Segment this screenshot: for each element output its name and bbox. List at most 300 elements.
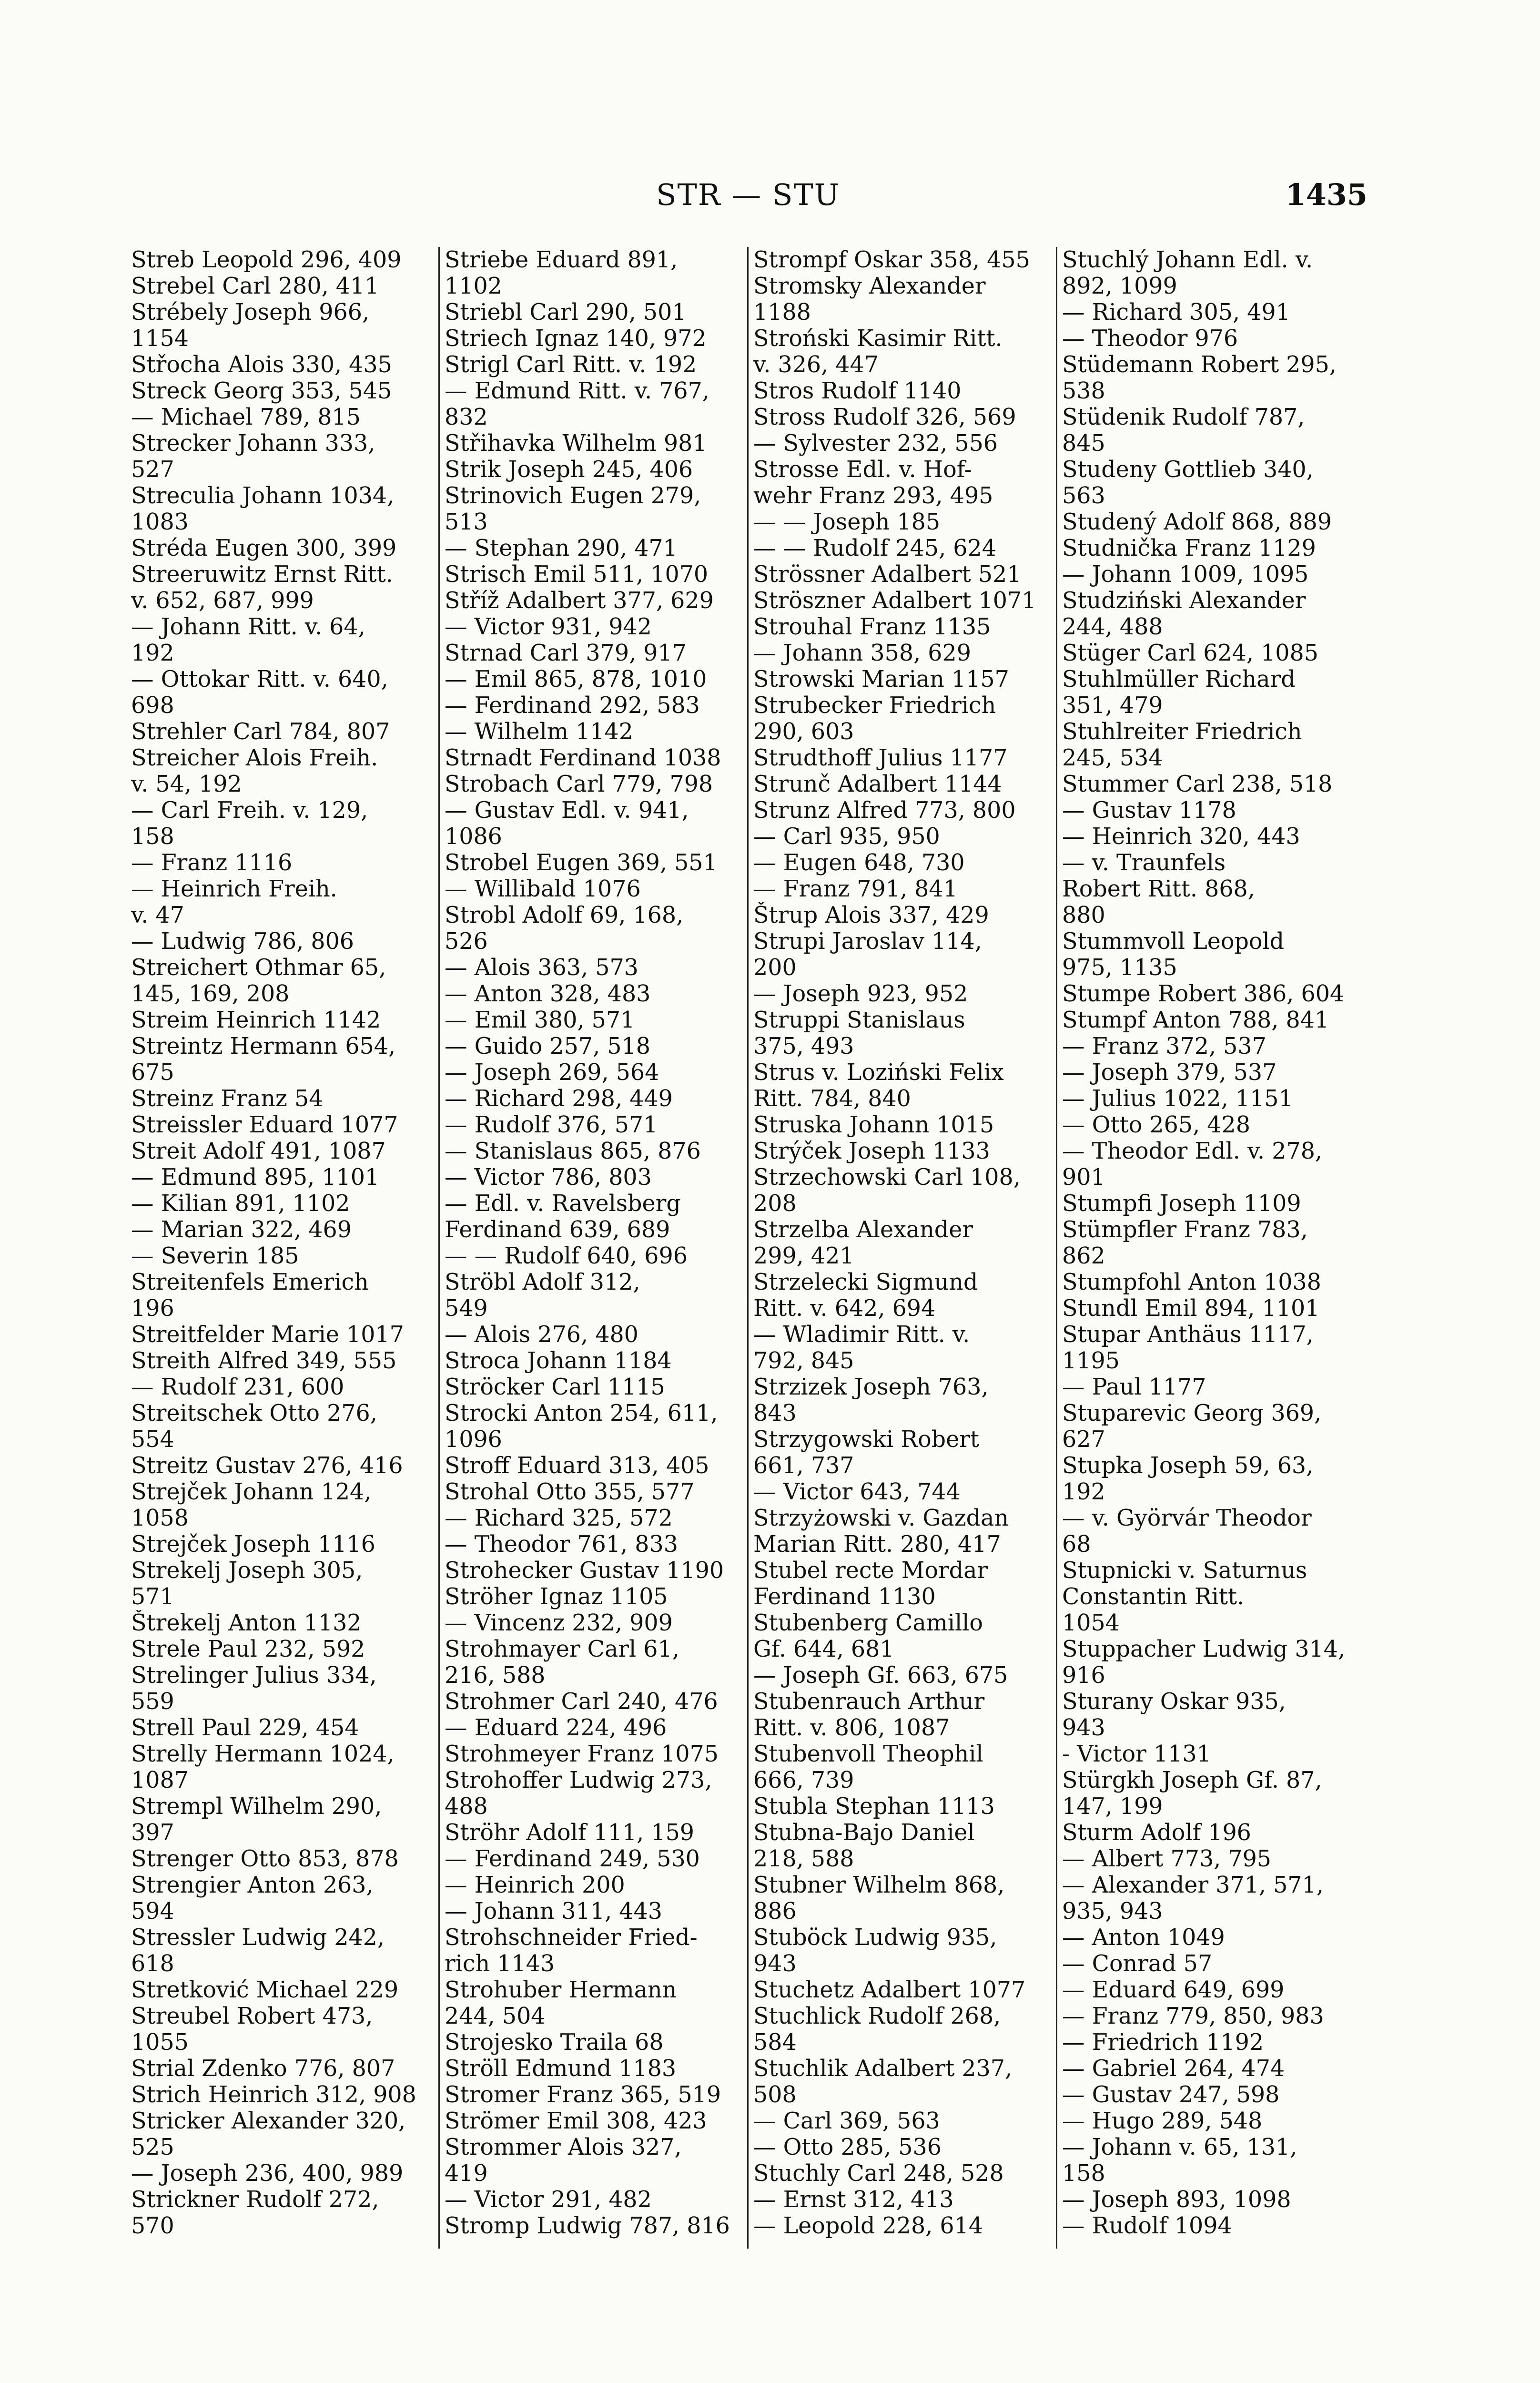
index-line: 525: [131, 2134, 174, 2160]
index-line: — Hugo 289, 548: [1062, 2108, 1263, 2134]
index-line: Stubna-Bajo Daniel: [753, 1820, 975, 1846]
index-line: Strosse Edl. v. Hof-: [753, 457, 972, 483]
index-line: — Anton 328, 483: [445, 981, 651, 1007]
index-line: — Ferdinand 292, 583: [445, 692, 700, 719]
index-line: Strébely Joseph 966,: [131, 299, 370, 326]
index-line: Strial Zdenko 776, 807: [131, 2056, 395, 2082]
index-line: Strzelba Alexander: [753, 1217, 973, 1243]
index-line: Stupka Joseph 59, 63,: [1062, 1453, 1314, 1479]
index-line: 943: [753, 1951, 797, 1977]
index-line: 935, 943: [1062, 1898, 1163, 1925]
index-line: v. 47: [131, 902, 184, 928]
index-line: — — Rudolf 640, 696: [445, 1243, 688, 1269]
index-line: — Willibald 1076: [445, 876, 641, 902]
index-line: v. 326, 447: [753, 352, 879, 378]
index-line: Stuhlreiter Friedrich: [1062, 719, 1302, 745]
index-line: 843: [753, 1400, 797, 1426]
index-line: Strohmeyer Franz 1075: [445, 1741, 719, 1767]
index-line: Studený Adolf 868, 889: [1062, 509, 1332, 535]
index-line: Strohecker Gustav 1190: [445, 1558, 724, 1584]
index-line: — v. Györvár Theodor: [1062, 1505, 1312, 1531]
index-line: 527: [131, 457, 174, 483]
index-line: — Gustav 247, 598: [1062, 2082, 1280, 2108]
index-line: Streitschek Otto 276,: [131, 1400, 377, 1426]
index-line: 513: [445, 509, 488, 535]
index-line: — Rudolf 1094: [1062, 2213, 1232, 2239]
index-line: 245, 534: [1062, 745, 1163, 771]
index-line: 145, 169, 208: [131, 981, 290, 1007]
index-line: Ströcker Carl 1115: [445, 1374, 665, 1400]
index-line: Strehler Carl 784, 807: [131, 719, 390, 745]
index-line: 299, 421: [753, 1243, 854, 1269]
index-line: 563: [1062, 483, 1105, 509]
index-line: Streculia Johann 1034,: [131, 483, 395, 509]
index-line: Gf. 644, 681: [753, 1636, 894, 1662]
index-line: Strýček Joseph 1133: [753, 1138, 990, 1164]
index-line: 943: [1062, 1715, 1105, 1741]
index-line: Strus v. Loziński Felix: [753, 1059, 1004, 1086]
index-line: 845: [1062, 430, 1105, 457]
column-1: [131, 247, 440, 2249]
index-line: Strempl Wilhelm 290,: [131, 1793, 382, 1820]
index-line: Streb Leopold 296, 409: [131, 247, 402, 273]
index-line: — Severin 185: [131, 1243, 299, 1269]
index-line: — Franz 779, 850, 983: [1062, 2003, 1324, 2029]
index-line: — Theodor 976: [1062, 326, 1238, 352]
index-line: Stundl Emil 894, 1101: [1062, 1295, 1320, 1322]
index-line: — Eduard 649, 699: [1062, 1977, 1285, 2003]
index-line: — Johann 358, 629: [753, 640, 971, 666]
index-line: 554: [131, 1426, 174, 1453]
index-line: Strohmayer Carl 61,: [445, 1636, 679, 1662]
index-line: Strzygowski Robert: [753, 1426, 979, 1453]
index-line: — Victor 291, 482: [445, 2187, 652, 2213]
column-2: [440, 247, 749, 2249]
index-line: Strudthoff Julius 1177: [753, 745, 1008, 771]
index-line: — Ferdinand 249, 530: [445, 1846, 700, 1872]
index-line: — Alexander 371, 571,: [1062, 1872, 1324, 1898]
index-line: Strömer Emil 308, 423: [445, 2108, 707, 2134]
index-line: 792, 845: [753, 1348, 854, 1374]
index-line: — Stephan 290, 471: [445, 535, 678, 561]
index-line: Streith Alfred 349, 555: [131, 1348, 397, 1374]
index-line: Strecker Johann 333,: [131, 430, 375, 457]
index-line: Stuböck Ludwig 935,: [753, 1925, 997, 1951]
index-line: Stüdemann Robert 295,: [1062, 352, 1337, 378]
index-line: — Vincenz 232, 909: [445, 1610, 673, 1636]
index-line: 526: [445, 928, 488, 955]
index-line: — Joseph 923, 952: [753, 981, 968, 1007]
index-line: Stümpfler Franz 783,: [1062, 1217, 1308, 1243]
index-line: Strigl Carl Ritt. v. 192: [445, 352, 697, 378]
index-line: — Ottokar Ritt. v. 640,: [131, 666, 388, 692]
index-line: Stroca Johann 1184: [445, 1348, 672, 1374]
index-line: 1188: [753, 299, 811, 326]
index-line: 627: [1062, 1426, 1105, 1453]
index-line: Strele Paul 232, 592: [131, 1636, 365, 1662]
index-line: Ströhr Adolf 111, 159: [445, 1820, 695, 1846]
index-line: Streicher Alois Freih.: [131, 745, 378, 771]
index-line: Stříž Adalbert 377, 629: [445, 588, 714, 614]
index-line: Ritt. 784, 840: [753, 1086, 911, 1112]
index-line: — — Joseph 185: [753, 509, 941, 535]
index-line: — Wilhelm 1142: [445, 719, 633, 745]
index-line: Strobel Eugen 369, 551: [445, 850, 718, 876]
index-line: Ströszner Adalbert 1071: [753, 588, 1036, 614]
index-line: Střocha Alois 330, 435: [131, 352, 392, 378]
index-line: Stumpfohl Anton 1038: [1062, 1269, 1321, 1295]
index-line: Stumpfi Joseph 1109: [1062, 1191, 1301, 1217]
index-line: — Rudolf 231, 600: [131, 1374, 344, 1400]
index-line: 1055: [131, 2029, 189, 2056]
index-line: Streitenfels Emerich: [131, 1269, 369, 1295]
index-line: 549: [445, 1295, 488, 1322]
index-line: Strohmer Carl 240, 476: [445, 1689, 718, 1715]
index-line: 675: [131, 1059, 174, 1086]
index-line: wehr Franz 293, 495: [753, 483, 993, 509]
index-line: Stumpf Anton 788, 841: [1062, 1007, 1329, 1033]
index-line: — Johann v. 65, 131,: [1062, 2134, 1297, 2160]
index-line: 1083: [131, 509, 189, 535]
index-line: — Gustav Edl. v. 941,: [445, 797, 689, 824]
index-line: Studnička Franz 1129: [1062, 535, 1316, 561]
index-line: — Theodor Edl. v. 278,: [1062, 1138, 1323, 1164]
index-line: — Johann 311, 443: [445, 1898, 662, 1925]
index-line: — Eugen 648, 730: [753, 850, 965, 876]
index-line: Studeny Gottlieb 340,: [1062, 457, 1314, 483]
index-line: 698: [131, 692, 174, 719]
index-line: Štrup Alois 337, 429: [753, 902, 989, 928]
index-line: 351, 479: [1062, 692, 1163, 719]
index-line: 216, 588: [445, 1662, 546, 1689]
index-line: — Richard 298, 449: [445, 1086, 673, 1112]
index-line: — Emil 865, 878, 1010: [445, 666, 707, 692]
index-line: Constantin Ritt.: [1062, 1584, 1245, 1610]
index-line: 862: [1062, 1243, 1105, 1269]
index-line: Ritt. v. 806, 1087: [753, 1715, 950, 1741]
index-line: Strisch Emil 511, 1070: [445, 561, 709, 588]
index-line: Strubecker Friedrich: [753, 692, 996, 719]
index-line: Strouhal Franz 1135: [753, 614, 991, 640]
index-line: — Michael 789, 815: [131, 404, 361, 430]
index-line: Stromp Ludwig 787, 816: [445, 2213, 730, 2239]
index-line: 901: [1062, 1164, 1105, 1191]
index-line: Stromer Franz 365, 519: [445, 2082, 721, 2108]
index-line: Stubla Stephan 1113: [753, 1793, 995, 1820]
index-line: 975, 1135: [1062, 955, 1177, 981]
index-line: 832: [445, 404, 488, 430]
index-line: — Alois 276, 480: [445, 1322, 638, 1348]
index-line: Stuchly Carl 248, 528: [753, 2160, 1004, 2187]
index-line: Ströbl Adolf 312,: [445, 1269, 640, 1295]
index-line: Streinz Franz 54: [131, 1086, 324, 1112]
index-line: 594: [131, 1898, 174, 1925]
index-line: — Rudolf 376, 571: [445, 1112, 658, 1138]
index-line: Stubel recte Mordar: [753, 1558, 988, 1584]
index-line: — Edmund Ritt. v. 767,: [445, 378, 709, 404]
index-line: Stupar Anthäus 1117,: [1062, 1322, 1314, 1348]
index-line: 1058: [131, 1505, 189, 1531]
index-line: Streitz Gustav 276, 416: [131, 1453, 403, 1479]
page-number: 1435: [1285, 177, 1368, 212]
index-line: 1054: [1062, 1610, 1120, 1636]
index-line: 666, 739: [753, 1767, 854, 1793]
index-line: — Edl. v. Ravelsberg: [445, 1191, 681, 1217]
index-line: — Conrad 57: [1062, 1951, 1213, 1977]
index-line: Strelinger Julius 334,: [131, 1662, 377, 1689]
index-line: Streit Adolf 491, 1087: [131, 1138, 386, 1164]
index-line: — Franz 791, 841: [753, 876, 958, 902]
index-line: Strojesko Traila 68: [445, 2029, 664, 2056]
index-line: Strunz Alfred 773, 800: [753, 797, 1016, 824]
index-line: Striebl Carl 290, 501: [445, 299, 687, 326]
index-line: 880: [1062, 902, 1105, 928]
index-line: 147, 199: [1062, 1793, 1163, 1820]
column-4: [1057, 247, 1366, 2249]
index-line: Stummer Carl 238, 518: [1062, 771, 1333, 797]
index-line: Stürgkh Joseph Gf. 87,: [1062, 1767, 1322, 1793]
index-line: 559: [131, 1689, 174, 1715]
index-line: Strobl Adolf 69, 168,: [445, 902, 684, 928]
index-line: — Carl 935, 950: [753, 824, 940, 850]
index-line: Stubenvoll Theophil: [753, 1741, 983, 1767]
index-line: 244, 504: [445, 2003, 546, 2029]
index-line: — Victor 643, 744: [753, 1479, 961, 1505]
index-line: Ströher Ignaz 1105: [445, 1584, 668, 1610]
page-header: [129, 177, 1368, 215]
index-line: Stubner Wilhelm 868,: [753, 1872, 1005, 1898]
index-line: — Stanislaus 865, 876: [445, 1138, 701, 1164]
index-line: Streck Georg 353, 545: [131, 378, 392, 404]
index-line: — Richard 325, 572: [445, 1505, 673, 1531]
index-line: Streissler Eduard 1077: [131, 1112, 398, 1138]
index-line: Strobach Carl 779, 798: [445, 771, 713, 797]
index-line: — Victor 931, 942: [445, 614, 652, 640]
index-line: Struska Johann 1015: [753, 1112, 994, 1138]
index-line: Stupnicki v. Saturnus: [1062, 1558, 1307, 1584]
index-line: Strupi Jaroslav 114,: [753, 928, 982, 955]
index-line: Strejček Joseph 1116: [131, 1531, 375, 1558]
index-line: Stréda Eugen 300, 399: [131, 535, 397, 561]
index-line: Stüdenik Rudolf 787,: [1062, 404, 1305, 430]
index-line: — Albert 773, 795: [1062, 1846, 1272, 1872]
index-line: Strengier Anton 263,: [131, 1872, 374, 1898]
index-line: — Edmund 895, 1101: [131, 1164, 380, 1191]
index-line: — Leopold 228, 614: [753, 2213, 983, 2239]
index-line: Stuchlik Adalbert 237,: [753, 2056, 1013, 2082]
index-line: 192: [1062, 1479, 1105, 1505]
index-line: — Guido 257, 518: [445, 1033, 650, 1059]
index-line: Strenger Otto 853, 878: [131, 1846, 399, 1872]
index-line: Marian Ritt. 280, 417: [753, 1531, 1001, 1558]
index-line: Strzizek Joseph 763,: [753, 1374, 989, 1400]
index-line: — Heinrich 200: [445, 1872, 625, 1898]
index-line: Studziński Alexander: [1062, 588, 1306, 614]
index-line: 538: [1062, 378, 1105, 404]
index-line: Stuchetz Adalbert 1077: [753, 1977, 1026, 2003]
index-line: Strohal Otto 355, 577: [445, 1479, 695, 1505]
index-line: — Otto 285, 536: [753, 2134, 942, 2160]
column-3: [749, 247, 1057, 2249]
index-line: Sturm Adolf 196: [1062, 1820, 1251, 1846]
index-line: — Johann Ritt. v. 64,: [131, 614, 365, 640]
index-line: Stubenberg Camillo: [753, 1610, 983, 1636]
index-line: — Theodor 761, 833: [445, 1531, 678, 1558]
index-line: — Joseph 893, 1098: [1062, 2187, 1291, 2213]
index-line: 618: [131, 1951, 174, 1977]
index-line: 397: [131, 1820, 174, 1846]
index-line: 661, 737: [753, 1453, 854, 1479]
index-line: Strompf Oskar 358, 455: [753, 247, 1030, 273]
index-line: Strzelecki Sigmund: [753, 1269, 978, 1295]
index-line: — Gustav 1178: [1062, 797, 1236, 824]
index-columns: [131, 247, 1367, 2249]
index-line: — Heinrich 320, 443: [1062, 824, 1300, 850]
index-line: Strzechowski Carl 108,: [753, 1164, 1021, 1191]
index-line: Strohschneider Fried-: [445, 1925, 698, 1951]
index-line: Striech Ignaz 140, 972: [445, 326, 707, 352]
index-line: 68: [1062, 1531, 1091, 1558]
index-line: 218, 588: [753, 1846, 854, 1872]
index-line: 208: [753, 1191, 797, 1217]
index-line: — Paul 1177: [1062, 1374, 1206, 1400]
index-line: v. 652, 687, 999: [131, 588, 314, 614]
index-line: Streim Heinrich 1142: [131, 1007, 381, 1033]
index-line: — Joseph 236, 400, 989: [131, 2160, 404, 2187]
index-line: 488: [445, 1793, 488, 1820]
index-line: — Ludwig 786, 806: [131, 928, 355, 955]
index-line: Ritt. v. 642, 694: [753, 1295, 936, 1322]
index-line: rich 1143: [445, 1951, 555, 1977]
index-line: Stuparevic Georg 369,: [1062, 1400, 1322, 1426]
index-line: 158: [1062, 2160, 1105, 2187]
index-line: — Joseph 269, 564: [445, 1059, 659, 1086]
index-line: - Victor 1131: [1062, 1741, 1211, 1767]
index-line: Strinovich Eugen 279,: [445, 483, 701, 509]
index-line: Stretković Michael 229: [131, 1977, 399, 2003]
index-line: Strowski Marian 1157: [753, 666, 1009, 692]
index-line: — Richard 305, 491: [1062, 299, 1290, 326]
index-line: 508: [753, 2082, 797, 2108]
index-line: — Eduard 224, 496: [445, 1715, 667, 1741]
index-line: 375, 493: [753, 1033, 854, 1059]
index-line: — Ernst 312, 413: [753, 2187, 954, 2213]
index-line: 1102: [445, 273, 502, 299]
index-line: Strelly Hermann 1024,: [131, 1741, 395, 1767]
index-line: Stressler Ludwig 242,: [131, 1925, 385, 1951]
index-line: — Julius 1022, 1151: [1062, 1086, 1293, 1112]
index-line: Stromsky Alexander: [753, 273, 986, 299]
index-line: Streintz Hermann 654,: [131, 1033, 396, 1059]
index-line: 196: [131, 1295, 174, 1322]
index-line: Strik Joseph 245, 406: [445, 457, 693, 483]
index-line: Stubenrauch Arthur: [753, 1689, 985, 1715]
index-line: Strnad Carl 379, 917: [445, 640, 687, 666]
index-line: v. 54, 192: [131, 771, 242, 797]
index-line: Stummvoll Leopold: [1062, 928, 1285, 955]
index-line: Strohuber Hermann: [445, 1977, 677, 2003]
index-line: Stross Rudolf 326, 569: [753, 404, 1016, 430]
index-line: 290, 603: [753, 719, 854, 745]
index-line: — Sylvester 232, 556: [753, 430, 998, 457]
index-line: Stuhlmüller Richard: [1062, 666, 1296, 692]
index-line: Streeruwitz Ernst Ritt.: [131, 561, 393, 588]
index-line: 200: [753, 955, 797, 981]
index-line: Strommer Alois 327,: [445, 2134, 682, 2160]
index-line: Stroff Eduard 313, 405: [445, 1453, 709, 1479]
index-line: 886: [753, 1898, 797, 1925]
index-line: Strnadt Ferdinand 1038: [445, 745, 721, 771]
index-line: — Wladimir Ritt. v.: [753, 1322, 970, 1348]
index-line: — Joseph Gf. 663, 675: [753, 1662, 1008, 1689]
index-line: — Carl Freih. v. 129,: [131, 797, 368, 824]
index-line: — v. Traunfels: [1062, 850, 1226, 876]
index-line: — Alois 363, 573: [445, 955, 638, 981]
index-line: Stroński Kasimir Ritt.: [753, 326, 1003, 352]
index-line: Stros Rudolf 1140: [753, 378, 962, 404]
index-line: — Franz 372, 537: [1062, 1033, 1266, 1059]
index-line: 570: [131, 2213, 174, 2239]
index-line: Sturany Oskar 935,: [1062, 1689, 1286, 1715]
index-line: Strekelj Joseph 305,: [131, 1558, 363, 1584]
index-line: Stuchlick Rudolf 268,: [753, 2003, 1001, 2029]
index-line: Strebel Carl 280, 411: [131, 273, 379, 299]
index-line: — Emil 380, 571: [445, 1007, 635, 1033]
index-line: Streitfelder Marie 1017: [131, 1322, 404, 1348]
index-line: — Friedrich 1192: [1062, 2029, 1264, 2056]
index-line: 244, 488: [1062, 614, 1163, 640]
index-line: 1195: [1062, 1348, 1120, 1374]
index-line: — Joseph 379, 537: [1062, 1059, 1277, 1086]
index-line: — Carl 369, 563: [753, 2108, 940, 2134]
index-line: Streubel Robert 473,: [131, 2003, 373, 2029]
index-line: Strich Heinrich 312, 908: [131, 2082, 416, 2108]
index-line: — Franz 1116: [131, 850, 293, 876]
index-line: 584: [753, 2029, 797, 2056]
index-line: Ferdinand 1130: [753, 1584, 936, 1610]
index-line: Strohoffer Ludwig 273,: [445, 1767, 712, 1793]
index-line: — Anton 1049: [1062, 1925, 1225, 1951]
index-line: 1096: [445, 1426, 502, 1453]
index-line: Strössner Adalbert 521: [753, 561, 1022, 588]
index-line: Stricker Alexander 320,: [131, 2108, 406, 2134]
index-line: Streichert Othmar 65,: [131, 955, 386, 981]
index-line: — Otto 265, 428: [1062, 1112, 1250, 1138]
index-line: 1154: [131, 326, 189, 352]
index-line: Strejček Johann 124,: [131, 1479, 372, 1505]
index-line: 916: [1062, 1662, 1105, 1689]
index-line: Strocki Anton 254, 611,: [445, 1400, 718, 1426]
index-line: Stuppacher Ludwig 314,: [1062, 1636, 1346, 1662]
index-line: — Kilian 891, 1102: [131, 1191, 350, 1217]
index-line: — Johann 1009, 1095: [1062, 561, 1309, 588]
index-line: Strickner Rudolf 272,: [131, 2187, 379, 2213]
index-line: — Victor 786, 803: [445, 1164, 652, 1191]
index-line: 892, 1099: [1062, 273, 1177, 299]
index-line: 571: [131, 1584, 174, 1610]
index-line: Strell Paul 229, 454: [131, 1715, 359, 1741]
index-line: Stuchlý Johann Edl. v.: [1062, 247, 1313, 273]
index-line: — Gabriel 264, 474: [1062, 2056, 1285, 2082]
index-line: 158: [131, 824, 174, 850]
index-line: Stüger Carl 624, 1085: [1062, 640, 1318, 666]
index-line: Striebe Eduard 891,: [445, 247, 678, 273]
index-line: — — Rudolf 245, 624: [753, 535, 996, 561]
index-line: Strunč Adalbert 1144: [753, 771, 1002, 797]
index-line: Ferdinand 639, 689: [445, 1217, 670, 1243]
index-line: 419: [445, 2160, 488, 2187]
running-head: STR — STU: [656, 177, 840, 212]
